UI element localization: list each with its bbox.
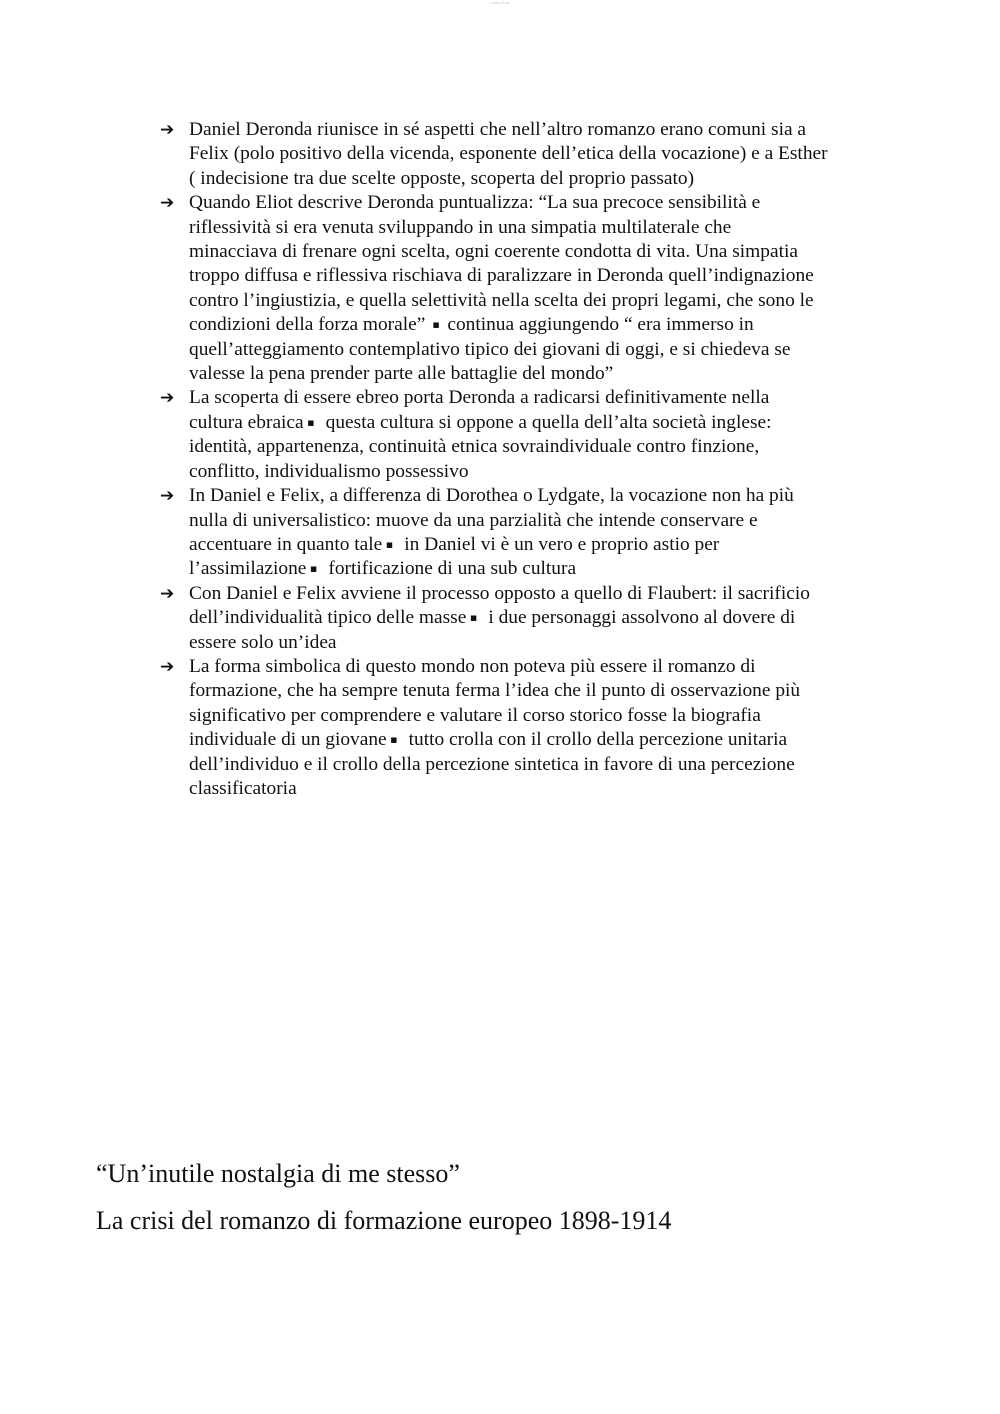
arrow-icon: ➔	[160, 388, 175, 409]
bullet-text	[189, 484, 910, 582]
square-bullet-icon: ▪	[307, 415, 315, 429]
text-line	[189, 728, 910, 752]
text-line	[189, 313, 910, 337]
text-line: classificatoria	[189, 777, 297, 799]
text-segment: continua aggiungendo “ era immerso in	[447, 314, 754, 336]
text-line: contro l’ingiustizia, e quella selettività nella scelta dei propri legami, che sono le	[189, 289, 814, 311]
text-line	[189, 557, 910, 581]
arrow-icon: ➔	[160, 486, 175, 507]
text-line: La scoperta di essere ebreo porta Deronda a radicarsi definitivamente nella	[189, 387, 770, 409]
text-segment: i due personaggi assolvono al dovere di	[488, 607, 796, 629]
text-line: nulla di universalistico: muove da una parzialità che intende conservare e	[189, 509, 758, 531]
arrow-icon: ➔	[160, 193, 175, 214]
text-line: ( indecisione tra due scelte opposte, scoperta del proprio passato)	[189, 167, 695, 189]
text-segment: cultura ebraica	[189, 411, 304, 433]
list-item	[158, 118, 910, 191]
text-line: dell’individuo e il crollo della percezione sintetica in favore di una percezione	[189, 753, 795, 775]
text-line	[189, 533, 910, 557]
text-line: significativo per comprendere e valutare il corso storico fosse la biografia	[189, 704, 761, 726]
arrow-icon: ➔	[160, 656, 175, 677]
text-line: Con Daniel e Felix avviene il processo opposto a quello di Flaubert: il sacrificio	[189, 582, 810, 604]
bullet-text	[189, 386, 910, 484]
text-segment: questa cultura si oppone a quella dell’alta società inglese:	[325, 411, 772, 433]
list-item	[158, 386, 910, 484]
list-item	[158, 191, 910, 386]
list-item	[158, 655, 910, 801]
text-line: quell’atteggiamento contemplativo tipico dei giovani di oggi, e si chiedeva se	[189, 338, 791, 360]
square-bullet-icon: ▪	[390, 733, 398, 747]
section-subtitle: La crisi del romanzo di formazione europeo 1898-1914	[96, 1206, 672, 1235]
text-line: formazione, che ha sempre tenuta ferma l’idea che il punto di osservazione più	[189, 680, 801, 702]
bullet-text	[189, 582, 910, 655]
quote-title: “Un’inutile nostalgia di me stesso”	[96, 1159, 460, 1188]
text-line: troppo diffusa e riflessiva rischiava di paralizzare in Deronda quell’indignazione	[189, 265, 814, 287]
bullet-list	[158, 118, 910, 801]
arrow-icon: ➔	[160, 120, 175, 140]
text-line	[189, 606, 910, 630]
text-line: minacciava di frenare ogni scelta, ogni coerente condotta di vita. Una simpatia	[189, 241, 798, 263]
text-line: Quando Eliot descrive Deronda puntualizza: “La sua precoce sensibilità e	[189, 192, 761, 214]
text-segment: dell’individualità tipico delle masse	[189, 607, 467, 629]
square-bullet-icon: ▪	[469, 611, 478, 625]
square-bullet-icon: ▪	[309, 562, 318, 576]
text-line: essere solo un’idea	[189, 631, 337, 653]
bullet-text	[189, 118, 910, 191]
bullet-text	[189, 655, 910, 801]
list-item	[158, 582, 910, 655]
text-line: Felix (polo positivo della vicenda, esponente dell’etica della vocazione) e a Esther	[189, 143, 828, 165]
list-item	[158, 484, 910, 582]
square-bullet-icon: ▪	[432, 318, 440, 332]
text-segment: accentuare in quanto tale	[189, 533, 383, 555]
text-line: identità, appartenenza, continuità etnica sovraindividuale contro finzione,	[189, 436, 760, 458]
text-line: La forma simbolica di questo mondo non poteva più essere il romanzo di	[189, 655, 756, 677]
header-watermark: Lewis Roth	[490, 0, 510, 5]
text-line: Daniel Deronda riunisce in sé aspetti che nell’altro romanzo erano comuni sia a	[189, 119, 807, 140]
text-line: conflitto, individualismo possessivo	[189, 460, 469, 482]
text-segment: fortificazione di una sub cultura	[328, 558, 577, 580]
text-segment: in Daniel vi è un vero e proprio astio per	[404, 533, 720, 555]
text-line: riflessività si era venuta sviluppando in una simpatia multilaterale che	[189, 216, 732, 238]
text-segment: l’assimilazione	[189, 558, 307, 580]
bullet-text	[189, 191, 910, 386]
text-line: In Daniel e Felix, a differenza di Dorothea o Lydgate, la vocazione non ha più	[189, 485, 794, 507]
text-segment: tutto crolla con il crollo della percezione unitaria	[408, 729, 788, 751]
square-bullet-icon: ▪	[385, 537, 394, 551]
text-segment: individuale di un giovane	[189, 729, 387, 751]
text-segment: condizioni della forza morale”	[189, 314, 426, 336]
text-line: valesse la pena prender parte alle battaglie del mondo”	[189, 363, 614, 385]
arrow-icon: ➔	[160, 583, 175, 604]
text-line	[189, 411, 910, 435]
